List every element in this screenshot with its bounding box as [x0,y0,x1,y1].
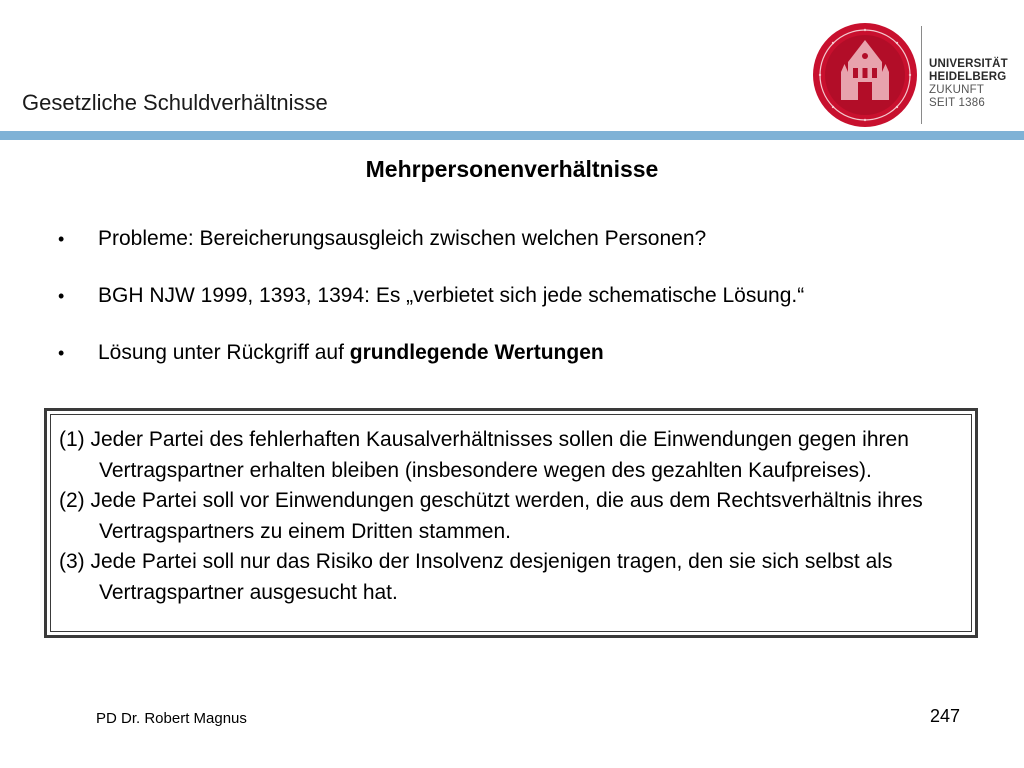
bullet-item [58,281,998,311]
wordmark-line-heidelberg: HEIDELBERG [929,71,1007,83]
bullet-text: Probleme: Bereicherungsausgleich zwischen welchen Personen? [98,227,707,250]
header-accent-bar [0,131,1024,140]
page-number: 247 [930,706,961,726]
principle-2: (2) Jede Partei soll vor Einwendungen geschützt werden, die aus dem Rechtsverhältnis ihres Vertragspartners zu einem Dritten stammen. [59,489,923,543]
wordmark-line-universitaet: UNIVERSITÄT [929,58,1008,70]
principle-3: (3) Jede Partei soll nur das Risiko der Insolvenz desjenigen tragen, den sie sich selbst als Vertragspartner ausgesucht hat. [59,550,893,604]
bullet-item [58,338,998,368]
bullet-item [58,224,998,254]
bullet-text-emphasis: grundlegende Wertungen [349,341,604,364]
university-seal-icon [812,22,918,128]
bullet-text: BGH NJW 1999, 1393, 1394: Es „verbietet sich jede schematische Lösung.“ [98,284,805,307]
bullet-icon: • [58,229,65,249]
university-wordmark [929,58,1008,110]
header-title: Gesetzliche Schuldverhältnisse [22,90,328,115]
bullet-icon: • [58,343,65,363]
principles-box [44,408,978,638]
principle-1: (1) Jeder Partei des fehlerhaften Kausalverhältnisses sollen die Einwendungen gegen ihren Vertragspartner erhalten bleiben (insbesondere wegen des gezahlten Kaufpreises). [59,428,909,482]
logo-divider [921,26,922,124]
bullet-list [58,224,998,395]
bullet-text: Lösung unter Rückgriff auf [98,341,350,364]
wordmark-line-zukunft: ZUKUNFT [929,84,985,96]
principles-box-inner [50,414,972,632]
bullet-icon: • [58,286,65,306]
footer-author: PD Dr. Robert Magnus [96,710,247,727]
wordmark-line-seit: SEIT 1386 [929,97,985,109]
slide-title: Mehrpersonenverhältnisse [365,156,659,182]
